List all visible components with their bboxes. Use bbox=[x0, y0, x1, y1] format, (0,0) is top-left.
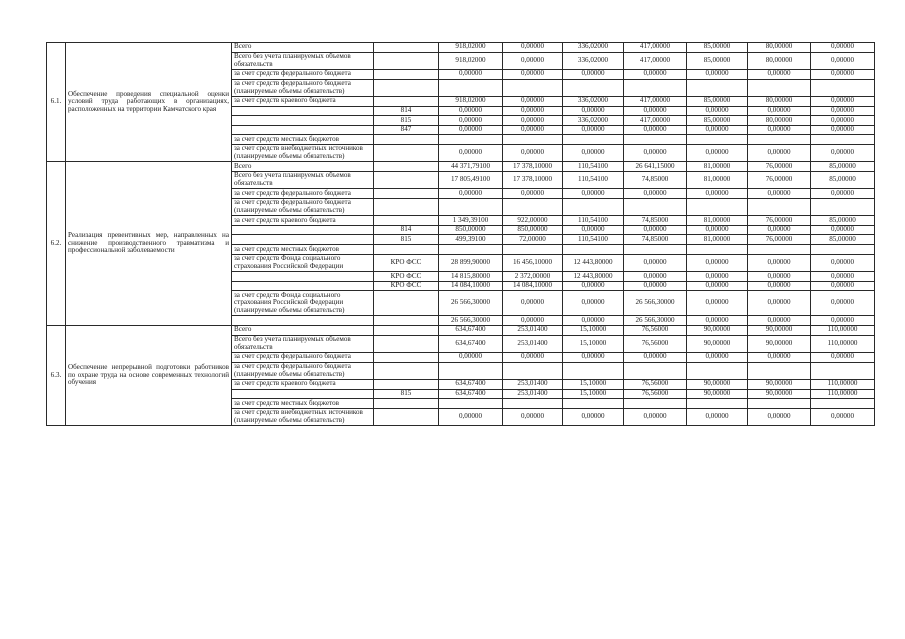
amount-cell: 26 566,30000 bbox=[439, 316, 503, 326]
funding-source-label: Всего bbox=[232, 325, 374, 335]
amount-cell: 0,00000 bbox=[563, 144, 624, 161]
amount-cell: 80,00000 bbox=[748, 96, 811, 106]
amount-cell: 0,00000 bbox=[624, 106, 687, 116]
budget-code bbox=[374, 79, 439, 96]
amount-cell: 0,00000 bbox=[748, 408, 811, 425]
amount-cell bbox=[439, 245, 503, 255]
funding-source-label bbox=[232, 225, 374, 235]
amount-cell: 0,00000 bbox=[748, 189, 811, 199]
funding-source-label bbox=[232, 235, 374, 245]
amount-cell: 0,00000 bbox=[503, 43, 563, 53]
amount-cell: 0,00000 bbox=[624, 272, 687, 282]
amount-cell: 0,00000 bbox=[687, 254, 748, 271]
amount-cell bbox=[503, 399, 563, 409]
amount-cell: 0,00000 bbox=[439, 125, 503, 135]
amount-cell: 85,00000 bbox=[687, 43, 748, 53]
amount-cell: 81,00000 bbox=[687, 216, 748, 226]
amount-cell bbox=[624, 245, 687, 255]
amount-cell: 0,00000 bbox=[748, 125, 811, 135]
amount-cell: 85,00000 bbox=[687, 52, 748, 69]
funding-source-label: за счет средств внебюджетных источников (планируемые объемы обязательств) bbox=[232, 408, 374, 425]
amount-cell: 0,00000 bbox=[439, 106, 503, 116]
amount-cell: 76,56000 bbox=[624, 335, 687, 352]
amount-cell: 918,02000 bbox=[439, 96, 503, 106]
amount-cell: 0,00000 bbox=[748, 254, 811, 271]
amount-cell: 0,00000 bbox=[439, 352, 503, 362]
amount-cell bbox=[687, 245, 748, 255]
amount-cell: 90,00000 bbox=[748, 379, 811, 389]
amount-cell: 253,01400 bbox=[503, 325, 563, 335]
amount-cell bbox=[624, 79, 687, 96]
amount-cell bbox=[811, 79, 875, 96]
amount-cell: 0,00000 bbox=[748, 225, 811, 235]
funding-source-label: за счет средств краевого бюджета bbox=[232, 379, 374, 389]
amount-cell: 0,00000 bbox=[687, 316, 748, 326]
amount-cell: 14 084,10000 bbox=[503, 281, 563, 291]
amount-cell bbox=[811, 198, 875, 215]
amount-cell bbox=[748, 399, 811, 409]
amount-cell: 0,00000 bbox=[687, 352, 748, 362]
amount-cell: 2 372,00000 bbox=[503, 272, 563, 282]
amount-cell: 26 566,30000 bbox=[439, 291, 503, 316]
amount-cell: 15,10000 bbox=[563, 325, 624, 335]
amount-cell: 0,00000 bbox=[624, 69, 687, 79]
amount-cell bbox=[503, 198, 563, 215]
amount-cell: 81,00000 bbox=[687, 235, 748, 245]
funding-source-label: за счет средств краевого бюджета bbox=[232, 216, 374, 226]
budget-code: 814 bbox=[374, 106, 439, 116]
amount-cell: 0,00000 bbox=[811, 69, 875, 79]
funding-source-label bbox=[232, 116, 374, 126]
amount-cell: 0,00000 bbox=[687, 281, 748, 291]
amount-cell: 0,00000 bbox=[624, 189, 687, 199]
amount-cell: 253,01400 bbox=[503, 335, 563, 352]
budget-code bbox=[374, 408, 439, 425]
amount-cell: 634,67400 bbox=[439, 325, 503, 335]
amount-cell: 0,00000 bbox=[563, 352, 624, 362]
amount-cell: 90,00000 bbox=[748, 389, 811, 399]
amount-cell: 0,00000 bbox=[563, 281, 624, 291]
amount-cell: 0,00000 bbox=[748, 352, 811, 362]
budget-code bbox=[374, 379, 439, 389]
amount-cell: 0,00000 bbox=[687, 225, 748, 235]
funding-source-label bbox=[232, 389, 374, 399]
amount-cell bbox=[624, 198, 687, 215]
amount-cell: 0,00000 bbox=[503, 316, 563, 326]
funding-source-label bbox=[232, 272, 374, 282]
section-number: 6.3. bbox=[47, 325, 66, 425]
amount-cell: 85,00000 bbox=[811, 162, 875, 172]
amount-cell bbox=[748, 245, 811, 255]
amount-cell bbox=[439, 362, 503, 379]
amount-cell: 417,00000 bbox=[624, 96, 687, 106]
amount-cell: 80,00000 bbox=[748, 52, 811, 69]
amount-cell: 74,85000 bbox=[624, 171, 687, 188]
funding-source-label: за счет средств местных бюджетов bbox=[232, 245, 374, 255]
section-description: Реализация превентивных мер, направленных на снижение производственного травматизма и профессиональной заболеваемости bbox=[66, 162, 232, 326]
amount-cell: 0,00000 bbox=[748, 106, 811, 116]
funding-source-label bbox=[232, 316, 374, 326]
budget-code bbox=[374, 316, 439, 326]
amount-cell: 0,00000 bbox=[624, 144, 687, 161]
budget-table bbox=[46, 42, 875, 426]
amount-cell: 14 084,10000 bbox=[439, 281, 503, 291]
amount-cell: 44 371,79100 bbox=[439, 162, 503, 172]
amount-cell: 0,00000 bbox=[687, 408, 748, 425]
amount-cell: 0,00000 bbox=[503, 69, 563, 79]
amount-cell: 0,00000 bbox=[687, 69, 748, 79]
amount-cell: 922,00000 bbox=[503, 216, 563, 226]
amount-cell: 0,00000 bbox=[687, 189, 748, 199]
amount-cell: 110,54100 bbox=[563, 162, 624, 172]
amount-cell: 0,00000 bbox=[811, 281, 875, 291]
amount-cell: 90,00000 bbox=[687, 335, 748, 352]
amount-cell: 0,00000 bbox=[624, 254, 687, 271]
amount-cell: 0,00000 bbox=[503, 408, 563, 425]
amount-cell bbox=[748, 362, 811, 379]
amount-cell: 0,00000 bbox=[503, 352, 563, 362]
amount-cell bbox=[748, 79, 811, 96]
funding-source-label: за счет средств федерального бюджета bbox=[232, 189, 374, 199]
amount-cell: 417,00000 bbox=[624, 116, 687, 126]
funding-source-label: Всего bbox=[232, 162, 374, 172]
budget-code bbox=[374, 43, 439, 53]
amount-cell: 0,00000 bbox=[624, 125, 687, 135]
amount-cell: 0,00000 bbox=[811, 52, 875, 69]
amount-cell: 0,00000 bbox=[439, 116, 503, 126]
amount-cell: 918,02000 bbox=[439, 52, 503, 69]
amount-cell: 0,00000 bbox=[811, 291, 875, 316]
amount-cell: 634,67400 bbox=[439, 335, 503, 352]
amount-cell: 0,00000 bbox=[624, 281, 687, 291]
amount-cell: 81,00000 bbox=[687, 162, 748, 172]
amount-cell: 76,00000 bbox=[748, 171, 811, 188]
amount-cell bbox=[811, 135, 875, 145]
amount-cell: 499,39100 bbox=[439, 235, 503, 245]
amount-cell: 0,00000 bbox=[748, 69, 811, 79]
budget-code: 814 bbox=[374, 225, 439, 235]
amount-cell: 0,00000 bbox=[748, 291, 811, 316]
amount-cell: 336,02000 bbox=[563, 43, 624, 53]
section-number: 6.1. bbox=[47, 43, 66, 162]
funding-source-label: Всего bbox=[232, 43, 374, 53]
amount-cell: 0,00000 bbox=[687, 291, 748, 316]
amount-cell bbox=[439, 135, 503, 145]
amount-cell bbox=[563, 79, 624, 96]
amount-cell: 80,00000 bbox=[748, 43, 811, 53]
amount-cell bbox=[811, 362, 875, 379]
amount-cell: 0,00000 bbox=[439, 408, 503, 425]
amount-cell: 76,00000 bbox=[748, 216, 811, 226]
amount-cell: 0,00000 bbox=[503, 189, 563, 199]
budget-code bbox=[374, 325, 439, 335]
funding-source-label: Всего без учета планируемых объемов обязательств bbox=[232, 171, 374, 188]
budget-code bbox=[374, 291, 439, 316]
amount-cell bbox=[503, 135, 563, 145]
budget-code bbox=[374, 189, 439, 199]
amount-cell: 0,00000 bbox=[624, 408, 687, 425]
section-description: Обеспечение проведения специальной оценки условий труда работающих в организациях, расположенных на территории Камчатского края bbox=[66, 43, 232, 162]
amount-cell: 110,00000 bbox=[811, 389, 875, 399]
budget-code bbox=[374, 52, 439, 69]
amount-cell: 0,00000 bbox=[811, 254, 875, 271]
budget-code bbox=[374, 135, 439, 145]
amount-cell: 90,00000 bbox=[687, 389, 748, 399]
amount-cell: 0,00000 bbox=[563, 316, 624, 326]
amount-cell bbox=[439, 399, 503, 409]
amount-cell bbox=[687, 362, 748, 379]
funding-source-label: за счет средств краевого бюджета bbox=[232, 96, 374, 106]
budget-code: 815 bbox=[374, 116, 439, 126]
amount-cell: 336,02000 bbox=[563, 116, 624, 126]
table-row bbox=[47, 162, 875, 172]
amount-cell bbox=[503, 79, 563, 96]
amount-cell bbox=[439, 79, 503, 96]
amount-cell: 417,00000 bbox=[624, 52, 687, 69]
amount-cell: 26 566,30000 bbox=[624, 316, 687, 326]
amount-cell: 85,00000 bbox=[811, 235, 875, 245]
amount-cell: 0,00000 bbox=[563, 291, 624, 316]
funding-source-label: за счет средств федерального бюджета (планируемые объемы обязательств) bbox=[232, 79, 374, 96]
table-row bbox=[47, 325, 875, 335]
amount-cell: 110,54100 bbox=[563, 216, 624, 226]
amount-cell bbox=[687, 198, 748, 215]
amount-cell: 0,00000 bbox=[563, 106, 624, 116]
amount-cell bbox=[503, 362, 563, 379]
budget-code bbox=[374, 399, 439, 409]
amount-cell: 85,00000 bbox=[687, 96, 748, 106]
funding-source-label bbox=[232, 106, 374, 116]
budget-code bbox=[374, 171, 439, 188]
amount-cell: 0,00000 bbox=[563, 69, 624, 79]
amount-cell: 634,67400 bbox=[439, 389, 503, 399]
amount-cell: 0,00000 bbox=[503, 291, 563, 316]
amount-cell bbox=[811, 399, 875, 409]
amount-cell: 253,01400 bbox=[503, 389, 563, 399]
amount-cell: 0,00000 bbox=[687, 272, 748, 282]
amount-cell: 15,10000 bbox=[563, 335, 624, 352]
amount-cell: 76,00000 bbox=[748, 235, 811, 245]
amount-cell: 0,00000 bbox=[811, 408, 875, 425]
amount-cell: 0,00000 bbox=[563, 125, 624, 135]
amount-cell: 81,00000 bbox=[687, 171, 748, 188]
amount-cell: 80,00000 bbox=[748, 116, 811, 126]
amount-cell bbox=[624, 135, 687, 145]
funding-source-label: Всего без учета планируемых объемов обязательств bbox=[232, 335, 374, 352]
budget-code: 815 bbox=[374, 235, 439, 245]
budget-code bbox=[374, 352, 439, 362]
amount-cell: 0,00000 bbox=[563, 408, 624, 425]
amount-cell: 16 456,10000 bbox=[503, 254, 563, 271]
budget-code: КРО ФСС bbox=[374, 281, 439, 291]
amount-cell bbox=[687, 79, 748, 96]
amount-cell: 0,00000 bbox=[439, 189, 503, 199]
amount-cell: 336,02000 bbox=[563, 52, 624, 69]
funding-source-label: за счет средств федерального бюджета (планируемые объемы обязательств) bbox=[232, 362, 374, 379]
amount-cell: 0,00000 bbox=[503, 144, 563, 161]
amount-cell bbox=[563, 362, 624, 379]
amount-cell: 110,54100 bbox=[563, 235, 624, 245]
amount-cell bbox=[748, 198, 811, 215]
amount-cell: 0,00000 bbox=[503, 116, 563, 126]
section-description: Обеспечение непрерывной подготовки работников по охране труда на основе современных технологий обучения bbox=[66, 325, 232, 425]
amount-cell: 15,10000 bbox=[563, 379, 624, 389]
amount-cell: 336,02000 bbox=[563, 96, 624, 106]
amount-cell: 0,00000 bbox=[811, 352, 875, 362]
amount-cell: 90,00000 bbox=[687, 379, 748, 389]
amount-cell: 14 815,80000 bbox=[439, 272, 503, 282]
budget-code bbox=[374, 362, 439, 379]
amount-cell: 90,00000 bbox=[687, 325, 748, 335]
amount-cell: 110,00000 bbox=[811, 325, 875, 335]
amount-cell bbox=[563, 399, 624, 409]
amount-cell: 0,00000 bbox=[811, 225, 875, 235]
amount-cell: 28 899,90000 bbox=[439, 254, 503, 271]
budget-code: КРО ФСС bbox=[374, 254, 439, 271]
amount-cell: 0,00000 bbox=[748, 144, 811, 161]
amount-cell: 850,00000 bbox=[439, 225, 503, 235]
funding-source-label: за счет средств федерального бюджета bbox=[232, 69, 374, 79]
amount-cell: 85,00000 bbox=[811, 216, 875, 226]
amount-cell bbox=[503, 245, 563, 255]
budget-code: КРО ФСС bbox=[374, 272, 439, 282]
amount-cell bbox=[563, 135, 624, 145]
funding-source-label: за счет средств местных бюджетов bbox=[232, 399, 374, 409]
amount-cell bbox=[811, 245, 875, 255]
amount-cell: 253,01400 bbox=[503, 379, 563, 389]
amount-cell: 0,00000 bbox=[503, 52, 563, 69]
amount-cell: 74,85000 bbox=[624, 216, 687, 226]
amount-cell: 634,67400 bbox=[439, 379, 503, 389]
funding-source-label bbox=[232, 125, 374, 135]
funding-source-label: за счет средств федерального бюджета (планируемые объемы обязательств) bbox=[232, 198, 374, 215]
amount-cell: 15,10000 bbox=[563, 389, 624, 399]
amount-cell: 72,00000 bbox=[503, 235, 563, 245]
budget-code bbox=[374, 96, 439, 106]
amount-cell bbox=[624, 362, 687, 379]
amount-cell: 0,00000 bbox=[811, 316, 875, 326]
amount-cell: 918,02000 bbox=[439, 43, 503, 53]
amount-cell: 417,00000 bbox=[624, 43, 687, 53]
amount-cell bbox=[687, 399, 748, 409]
amount-cell: 0,00000 bbox=[811, 189, 875, 199]
amount-cell: 76,56000 bbox=[624, 389, 687, 399]
funding-source-label: Всего без учета планируемых объемов обязательств bbox=[232, 52, 374, 69]
budget-code bbox=[374, 335, 439, 352]
budget-code bbox=[374, 144, 439, 161]
amount-cell: 0,00000 bbox=[439, 69, 503, 79]
amount-cell: 850,00000 bbox=[503, 225, 563, 235]
amount-cell bbox=[563, 245, 624, 255]
amount-cell: 26 566,30000 bbox=[624, 291, 687, 316]
amount-cell: 90,00000 bbox=[748, 325, 811, 335]
amount-cell: 76,00000 bbox=[748, 162, 811, 172]
budget-code bbox=[374, 162, 439, 172]
funding-source-label: за счет средств внебюджетных источников (планируемые объемы обязательств) bbox=[232, 144, 374, 161]
amount-cell: 0,00000 bbox=[563, 225, 624, 235]
amount-cell: 26 641,15000 bbox=[624, 162, 687, 172]
amount-cell: 0,00000 bbox=[748, 316, 811, 326]
amount-cell: 0,00000 bbox=[687, 106, 748, 116]
amount-cell: 17 378,10000 bbox=[503, 171, 563, 188]
funding-source-label bbox=[232, 281, 374, 291]
amount-cell: 0,00000 bbox=[811, 125, 875, 135]
amount-cell: 110,00000 bbox=[811, 335, 875, 352]
amount-cell bbox=[748, 135, 811, 145]
amount-cell: 0,00000 bbox=[687, 144, 748, 161]
budget-code bbox=[374, 198, 439, 215]
amount-cell: 0,00000 bbox=[811, 116, 875, 126]
amount-cell: 0,00000 bbox=[687, 125, 748, 135]
amount-cell: 1 349,39100 bbox=[439, 216, 503, 226]
amount-cell: 0,00000 bbox=[811, 144, 875, 161]
amount-cell: 110,54100 bbox=[563, 171, 624, 188]
amount-cell: 0,00000 bbox=[503, 125, 563, 135]
budget-code bbox=[374, 69, 439, 79]
amount-cell: 85,00000 bbox=[811, 171, 875, 188]
amount-cell: 17 805,49100 bbox=[439, 171, 503, 188]
amount-cell: 0,00000 bbox=[748, 281, 811, 291]
amount-cell: 0,00000 bbox=[811, 106, 875, 116]
amount-cell: 0,00000 bbox=[811, 96, 875, 106]
amount-cell: 17 378,10000 bbox=[503, 162, 563, 172]
amount-cell: 0,00000 bbox=[811, 272, 875, 282]
amount-cell: 76,56000 bbox=[624, 379, 687, 389]
table-body bbox=[47, 43, 875, 426]
amount-cell: 0,00000 bbox=[503, 96, 563, 106]
budget-code: 847 bbox=[374, 125, 439, 135]
funding-source-label: за счет средств Фонда социального страхования Российской Федерации bbox=[232, 254, 374, 271]
amount-cell: 0,00000 bbox=[748, 272, 811, 282]
amount-cell: 76,56000 bbox=[624, 325, 687, 335]
table-row bbox=[47, 43, 875, 53]
amount-cell bbox=[624, 399, 687, 409]
funding-source-label: за счет средств федерального бюджета bbox=[232, 352, 374, 362]
budget-code: 815 bbox=[374, 389, 439, 399]
amount-cell bbox=[687, 135, 748, 145]
amount-cell: 110,00000 bbox=[811, 379, 875, 389]
amount-cell: 74,85000 bbox=[624, 235, 687, 245]
funding-source-label: за счет средств местных бюджетов bbox=[232, 135, 374, 145]
amount-cell: 85,00000 bbox=[687, 116, 748, 126]
amount-cell: 0,00000 bbox=[624, 352, 687, 362]
amount-cell bbox=[563, 198, 624, 215]
amount-cell: 0,00000 bbox=[811, 43, 875, 53]
amount-cell: 12 443,80000 bbox=[563, 272, 624, 282]
amount-cell: 0,00000 bbox=[439, 144, 503, 161]
amount-cell: 12 443,80000 bbox=[563, 254, 624, 271]
budget-code bbox=[374, 245, 439, 255]
amount-cell: 0,00000 bbox=[624, 225, 687, 235]
amount-cell: 0,00000 bbox=[563, 189, 624, 199]
amount-cell bbox=[439, 198, 503, 215]
funding-source-label: за счет средств Фонда социального страхования Российской Федерации (планируемые объемы обязательств) bbox=[232, 291, 374, 316]
budget-code bbox=[374, 216, 439, 226]
section-number: 6.2. bbox=[47, 162, 66, 326]
amount-cell: 0,00000 bbox=[503, 106, 563, 116]
amount-cell: 90,00000 bbox=[748, 335, 811, 352]
